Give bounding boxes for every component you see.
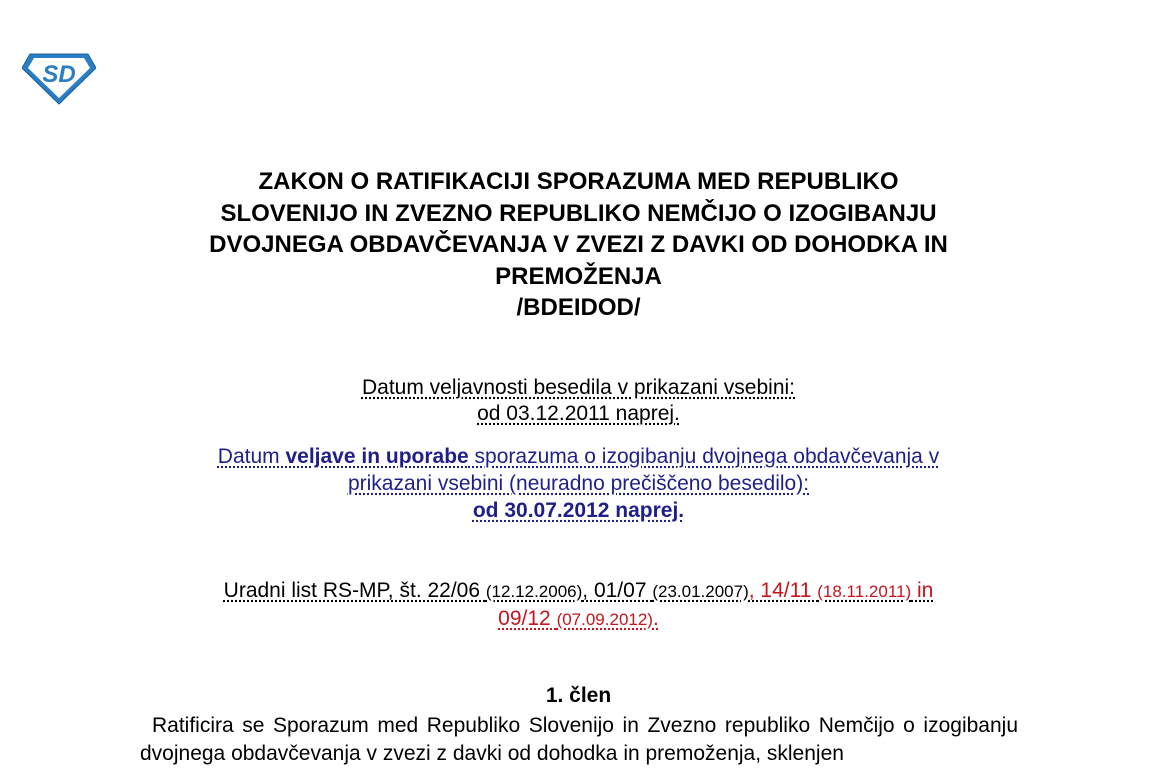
title-abbreviation: /BDEIDOD/	[516, 294, 641, 321]
gazette-issue-red: 09/12	[498, 607, 557, 630]
sd-logo-icon	[22, 48, 96, 106]
title-line: SLOVENIJO IN ZVEZNO REPUBLIKO NEMČIJO O IZOGIBANJU	[220, 199, 937, 227]
validity-date[interactable]: od 03.12.2011 naprej.	[477, 402, 680, 425]
gazette-and: in	[911, 579, 934, 602]
gazette-date: (23.01.2007)	[652, 582, 749, 601]
treaty-text-line2[interactable]: prikazani vsebini (neuradno prečiščeno besedilo):	[347, 472, 810, 495]
title-line: PREMOŽENJA	[495, 262, 662, 290]
gazette-end: .	[652, 607, 659, 630]
svg-text:SD: SD	[42, 61, 76, 88]
treaty-date[interactable]: od 30.07.2012 naprej.	[472, 499, 685, 522]
gazette-separator: ,	[748, 579, 761, 602]
title-line: DVOJNEGA OBDAVČEVANJA V ZVEZI Z DAVKI OD DOHODKA IN	[209, 231, 948, 258]
article-body: Ratificira se Sporazum med Republiko Slovenijo in Zvezno republiko Nemčijo o izogibanju dvojnega obdavčevanja v zvezi z davki od dohodka in premoženja, sklenjen	[140, 714, 1018, 765]
gazette-link[interactable]	[224, 579, 934, 602]
article-title: 1. člen	[545, 684, 612, 707]
validity-section	[120, 375, 1037, 427]
gazette-date-red: (18.11.2011)	[817, 582, 912, 601]
treaty-validity-section	[120, 443, 1037, 524]
gazette-issue-red: 14/11	[760, 579, 818, 602]
title-line: ZAKON O RATIFIKACIJI SPORAZUMA MED REPUBLIKO	[258, 168, 899, 195]
validity-label[interactable]: Datum veljavnosti besedila v prikazani vsebini:	[361, 376, 796, 399]
gazette-separator: , 01/07	[582, 579, 653, 602]
gazette-date-red: (07.09.2012)	[556, 610, 653, 629]
official-gazette-section	[120, 577, 1037, 633]
treaty-bold-text: veljave in uporabe	[285, 445, 469, 468]
gazette-prefix: Uradni list RS-MP, št. 22/06	[223, 579, 486, 602]
document-title	[120, 166, 1037, 324]
treaty-link[interactable]	[218, 445, 939, 468]
treaty-text: sporazuma o izogibanju dvojnega obdavčevanja v	[468, 445, 940, 468]
treaty-text: Datum	[217, 445, 286, 468]
gazette-date: (12.12.2006)	[485, 582, 583, 601]
gazette-link-red[interactable]	[498, 607, 659, 630]
